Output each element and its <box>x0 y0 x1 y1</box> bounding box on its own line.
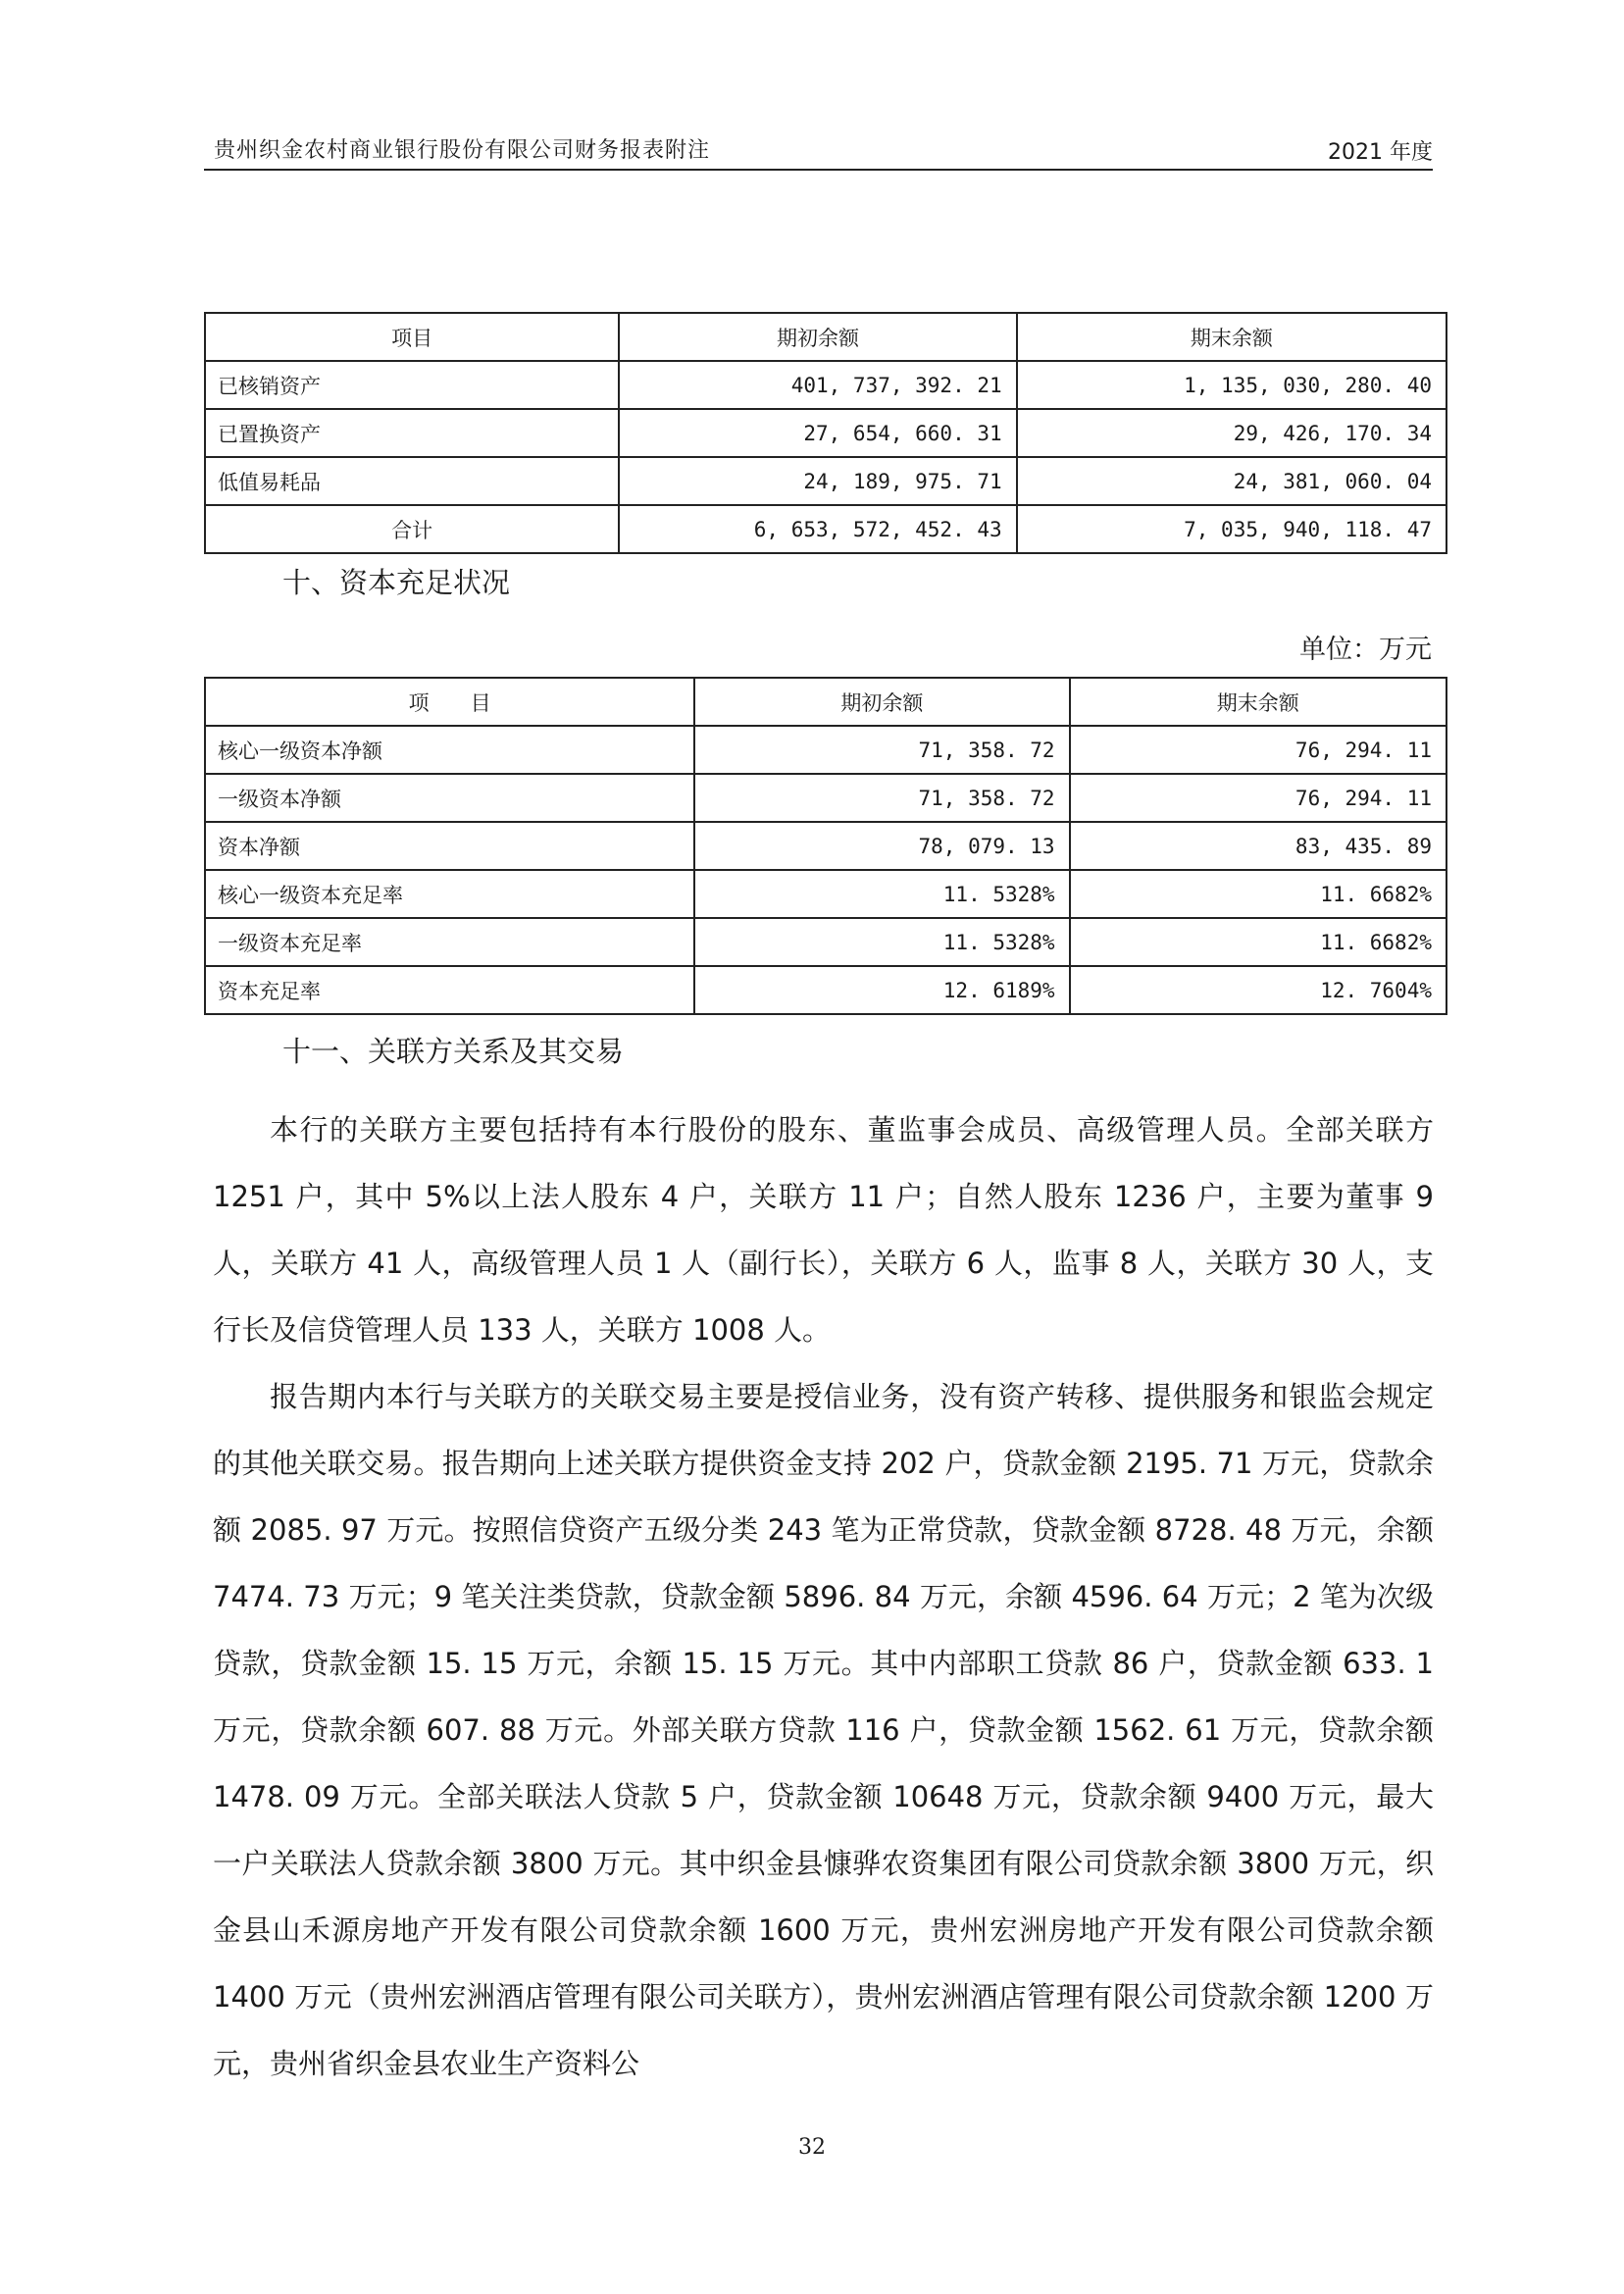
opening-value: 27, 654, 660. 31 <box>619 409 1016 457</box>
opening-value: 71, 358. 72 <box>694 774 1069 822</box>
page-number: 32 <box>798 2135 826 2160</box>
row-label: 一级资本净额 <box>205 774 694 822</box>
column-header-closing: 期末余额 <box>1070 678 1446 726</box>
table-total-row <box>205 505 1446 553</box>
header-rule <box>204 169 1433 171</box>
opening-value: 78, 079. 13 <box>694 822 1069 870</box>
row-label: 资本充足率 <box>205 966 694 1014</box>
closing-value: 11. 6682% <box>1070 918 1446 966</box>
table-row <box>205 918 1446 966</box>
closing-value: 1, 135, 030, 280. 40 <box>1017 361 1446 409</box>
table-header-row <box>205 313 1446 361</box>
closing-value: 76, 294. 11 <box>1070 774 1446 822</box>
row-label: 低值易耗品 <box>205 457 619 505</box>
closing-value: 76, 294. 11 <box>1070 726 1446 774</box>
row-label: 资本净额 <box>205 822 694 870</box>
row-label: 核心一级资本净额 <box>205 726 694 774</box>
column-header-closing: 期末余额 <box>1017 313 1446 361</box>
column-header-item: 项目 <box>205 313 619 361</box>
header-title: 贵州织金农村商业银行股份有限公司财务报表附注 <box>214 138 711 163</box>
opening-value: 11. 5328% <box>694 918 1069 966</box>
table-row <box>205 870 1446 918</box>
opening-value: 24, 189, 975. 71 <box>619 457 1016 505</box>
row-label: 核心一级资本充足率 <box>205 870 694 918</box>
table-row <box>205 361 1446 409</box>
unit-label: 单位：万元 <box>1299 635 1432 665</box>
opening-value: 11. 5328% <box>694 870 1069 918</box>
table-row <box>205 966 1446 1014</box>
opening-value: 6, 653, 572, 452. 43 <box>619 505 1016 553</box>
row-label: 一级资本充足率 <box>205 918 694 966</box>
paragraph: 报告期内本行与关联方的关联交易主要是授信业务，没有资产转移、提供服务和银监会规定的其他关联交易。报告期向上述关联方提供资金支持 202 户，贷款金额 2195. 71 万元，贷款余额 2085. 97 万元。按照信贷资产五级分类 243 笔为正常贷款，贷款金额 8728. 48 万元，余额 7474. 73 万元；9 笔关注类贷款，贷款金额 5896. 84 万元，余额 4596. 64 万元；2 笔为次级贷款，贷款金额 15. 15 万元，余额 15. 15 万元。其中内部职工贷款 86 户，贷款金额 633. 1 万元，贷款余额 607. 88 万元。外部关联方贷款 116 户，贷款金额 1562. 61 万元，贷款余额 1478. 09 万元。全部关联法人贷款 5 户，贷款金额 10648 万元，贷款余额 9400 万元，最大一户关联法人贷款余额 3800 万元。其中织金县慷骅农资集团有限公司贷款余额 3800 万元，织金县山禾源房地产开发有限公司贷款余额 1600 万元，贵州宏洲房地产开发有限公司贷款余额 1400 万元（贵州宏洲酒店管理有限公司关联方），贵州宏洲酒店管理有限公司贷款余额 1200 万元，贵州省织金县农业生产资料公 <box>213 1380 1434 2080</box>
related-party-text <box>213 1096 1434 2097</box>
table-row <box>205 457 1446 505</box>
closing-value: 24, 381, 060. 04 <box>1017 457 1446 505</box>
column-header-opening: 期初余额 <box>694 678 1069 726</box>
column-header-item: 项 目 <box>205 678 694 726</box>
row-label: 合计 <box>205 505 619 553</box>
closing-value: 83, 435. 89 <box>1070 822 1446 870</box>
table-row <box>205 774 1446 822</box>
table-row <box>205 822 1446 870</box>
opening-value: 71, 358. 72 <box>694 726 1069 774</box>
opening-value: 401, 737, 392. 21 <box>619 361 1016 409</box>
header-year: 2021 年度 <box>1328 140 1433 165</box>
table-header-row <box>205 678 1446 726</box>
opening-value: 12. 6189% <box>694 966 1069 1014</box>
table-row <box>205 409 1446 457</box>
closing-value: 7, 035, 940, 118. 47 <box>1017 505 1446 553</box>
table-row <box>205 726 1446 774</box>
row-label: 已置换资产 <box>205 409 619 457</box>
section-title-related-parties: 十一、关联方关系及其交易 <box>282 1035 625 1068</box>
closing-value: 12. 7604% <box>1070 966 1446 1014</box>
asset-table <box>204 312 1447 554</box>
closing-value: 11. 6682% <box>1070 870 1446 918</box>
capital-adequacy-table <box>204 677 1447 1015</box>
closing-value: 29, 426, 170. 34 <box>1017 409 1446 457</box>
column-header-opening: 期初余额 <box>619 313 1016 361</box>
section-title-capital-adequacy: 十、资本充足状况 <box>282 566 511 599</box>
paragraph: 本行的关联方主要包括持有本行股份的股东、董监事会成员、高级管理人员。全部关联方 1251 户，其中 5%以上法人股东 4 户，关联方 11 户；自然人股东 1236 户，主要为董事 9 人，关联方 41 人，高级管理人员 1 人（副行长），关联方 6 人，监事 8 人，关联方 30 人，支行长及信贷管理人员 133 人，关联方 1008 人。 <box>213 1113 1434 1347</box>
row-label: 已核销资产 <box>205 361 619 409</box>
